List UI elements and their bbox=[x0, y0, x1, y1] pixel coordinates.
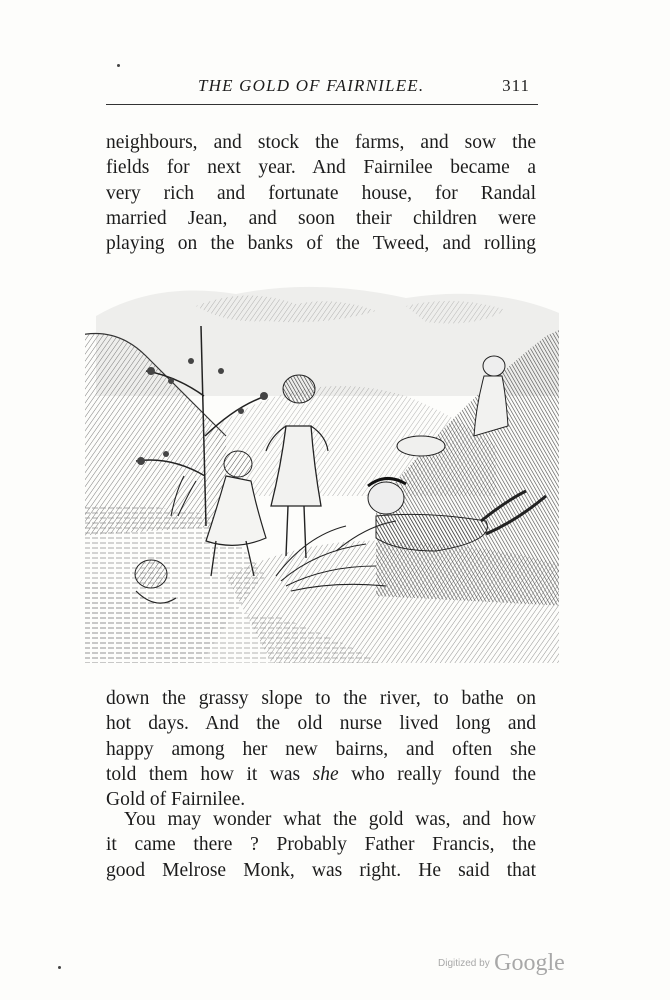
text-line: Gold of Fairnilee. bbox=[106, 789, 246, 811]
running-title: THE GOLD OF FAIRNILEE. bbox=[198, 76, 425, 95]
emphasized-word: she bbox=[312, 763, 339, 785]
text-line bbox=[106, 762, 536, 787]
text-line: married Jean, and soon their children were bbox=[106, 207, 536, 229]
text-line: down the grassy slope to the river, to bathe on bbox=[106, 688, 536, 709]
google-logo: Google bbox=[494, 950, 565, 976]
text-run: told them how it was bbox=[106, 763, 313, 785]
text-line: neighbours, and stock the farms, and sow the bbox=[106, 132, 536, 153]
text-line: hot days. And the old nurse lived long and bbox=[106, 713, 536, 735]
text-run: who really found the bbox=[338, 763, 536, 785]
print-speck bbox=[117, 64, 120, 67]
engraving-illustration bbox=[76, 276, 568, 672]
digitization-watermark bbox=[438, 950, 565, 977]
running-header bbox=[106, 76, 536, 98]
text-line: it came there ? Probably Father Francis, the bbox=[106, 834, 536, 856]
text-line: happy among her new bairns, and often she bbox=[106, 738, 536, 760]
text-line: playing on the banks of the Tweed, and rolling bbox=[106, 233, 536, 255]
text-line: good Melrose Monk, was right. He said that bbox=[106, 859, 536, 881]
header-rule bbox=[106, 104, 538, 105]
text-line: very rich and fortunate house, for Randal bbox=[106, 182, 536, 204]
text-line: You may wonder what the gold was, and how bbox=[124, 809, 536, 830]
paragraph-1 bbox=[106, 130, 536, 256]
text-line: fields for next year. And Fairnilee became a bbox=[106, 157, 536, 179]
page-number: 311 bbox=[502, 76, 530, 95]
digitized-by-label: Digitized by bbox=[438, 958, 490, 969]
print-speck bbox=[58, 966, 61, 969]
children-by-river-engraving bbox=[76, 276, 568, 672]
paragraph-3 bbox=[106, 807, 536, 883]
paragraph-2 bbox=[106, 686, 536, 812]
